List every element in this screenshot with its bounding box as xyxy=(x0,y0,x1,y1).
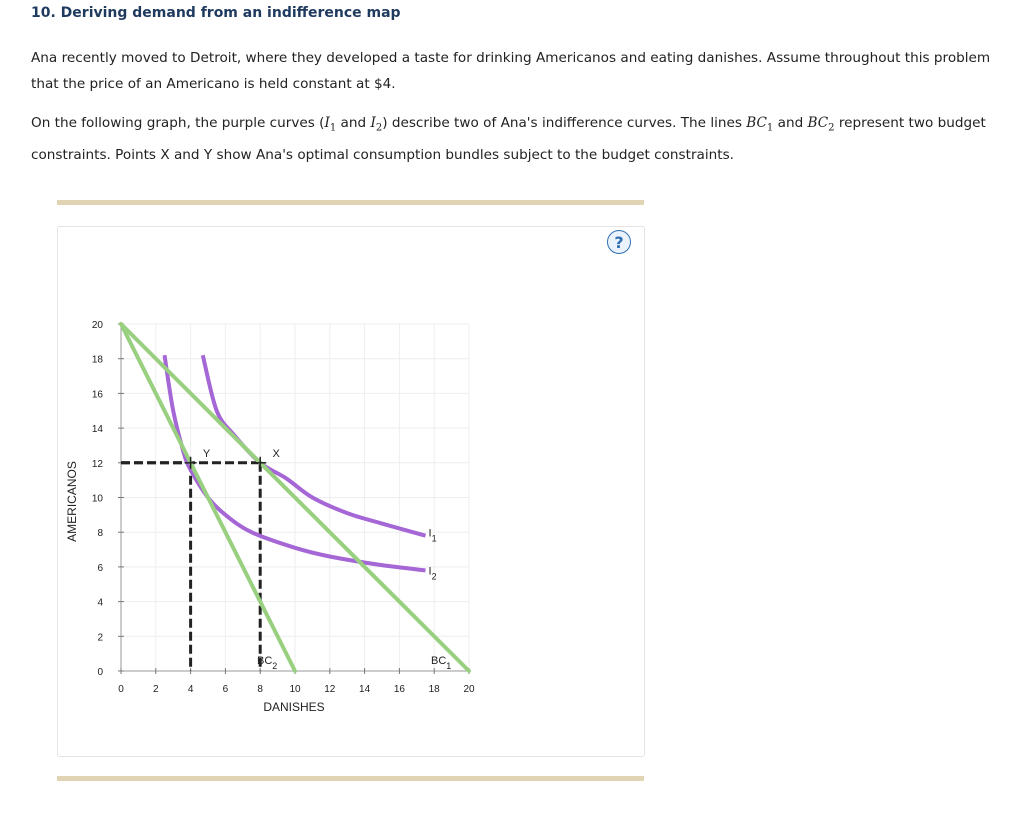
labels xyxy=(65,448,451,714)
question-paragraph-1: Ana recently moved to Detroit, where they developed a taste for drinking Americanos and eating danishes. Assume throughout this problem that the price of an Americano is held constant at $4. xyxy=(31,50,991,92)
x-tick-label-18: 18 xyxy=(428,684,440,695)
x-tick-label-2: 2 xyxy=(153,684,159,695)
x-tick-label-4: 4 xyxy=(187,684,194,695)
y-tick-label-8: 8 xyxy=(97,528,103,540)
para2-text-1: On the following graph, the purple curves ( xyxy=(31,115,325,131)
x-tick-label-0: 0 xyxy=(118,684,124,695)
budget-label-BC2: $BC_2$ xyxy=(257,655,278,672)
bc1-symbol: $BC_1$ xyxy=(746,115,774,134)
y-tick-label-4: 4 xyxy=(97,597,103,609)
x-tick-label-12: 12 xyxy=(324,684,336,695)
point-label-Y: Y xyxy=(202,447,211,460)
i2-symbol: $I_2$ xyxy=(370,115,383,134)
divider-bottom xyxy=(57,776,644,781)
x-tick-label-10: 10 xyxy=(289,684,301,695)
x-tick-label-14: 14 xyxy=(359,684,371,695)
x-tick-label-6: 6 xyxy=(222,684,229,695)
para2-and-2: and xyxy=(773,115,808,131)
y-tick-label-2: 2 xyxy=(97,632,103,644)
y-axis-title: AMERICANOS xyxy=(65,461,79,542)
point-label-X: X xyxy=(272,447,280,460)
bc2-symbol: $BC_2$ xyxy=(807,115,835,134)
y-tick-label-18: 18 xyxy=(91,354,103,366)
budget-label-BC1: $BC_1$ xyxy=(431,655,452,672)
y-tick-label-16: 16 xyxy=(91,389,103,401)
x-tick-label-16: 16 xyxy=(393,684,405,695)
para2-and-1: and xyxy=(336,115,371,131)
indifference-curve-I1 xyxy=(203,355,426,535)
para2-text-3: represent two budget constraints. Points X and Y show Ana's optimal consumption bundles subject to the budget constraints. xyxy=(31,115,986,163)
y-tick-label-6: 6 xyxy=(97,562,103,574)
y-tick-label-14: 14 xyxy=(91,424,103,436)
curve-label-I2: $I_2$ xyxy=(428,565,437,582)
y-tick-label-12: 12 xyxy=(91,458,103,470)
x-tick-label-8: 8 xyxy=(257,684,263,695)
x-axis-title: DANISHES xyxy=(263,700,325,714)
x-tick-label-20: 20 xyxy=(463,684,475,695)
y-tick-label-10: 10 xyxy=(91,493,103,505)
y-tick-label-20: 20 xyxy=(91,320,103,331)
para2-text-2: ) describe two of Ana's indifference curves. The lines xyxy=(382,115,747,131)
curve-label-I1: $I_1$ xyxy=(428,527,437,544)
y-tick-label-0: 0 xyxy=(97,667,103,678)
i1-symbol: $I_1$ xyxy=(324,115,337,134)
help-button[interactable]: ? xyxy=(607,230,631,254)
question-title: 10. Deriving demand from an indifference map xyxy=(31,5,401,21)
